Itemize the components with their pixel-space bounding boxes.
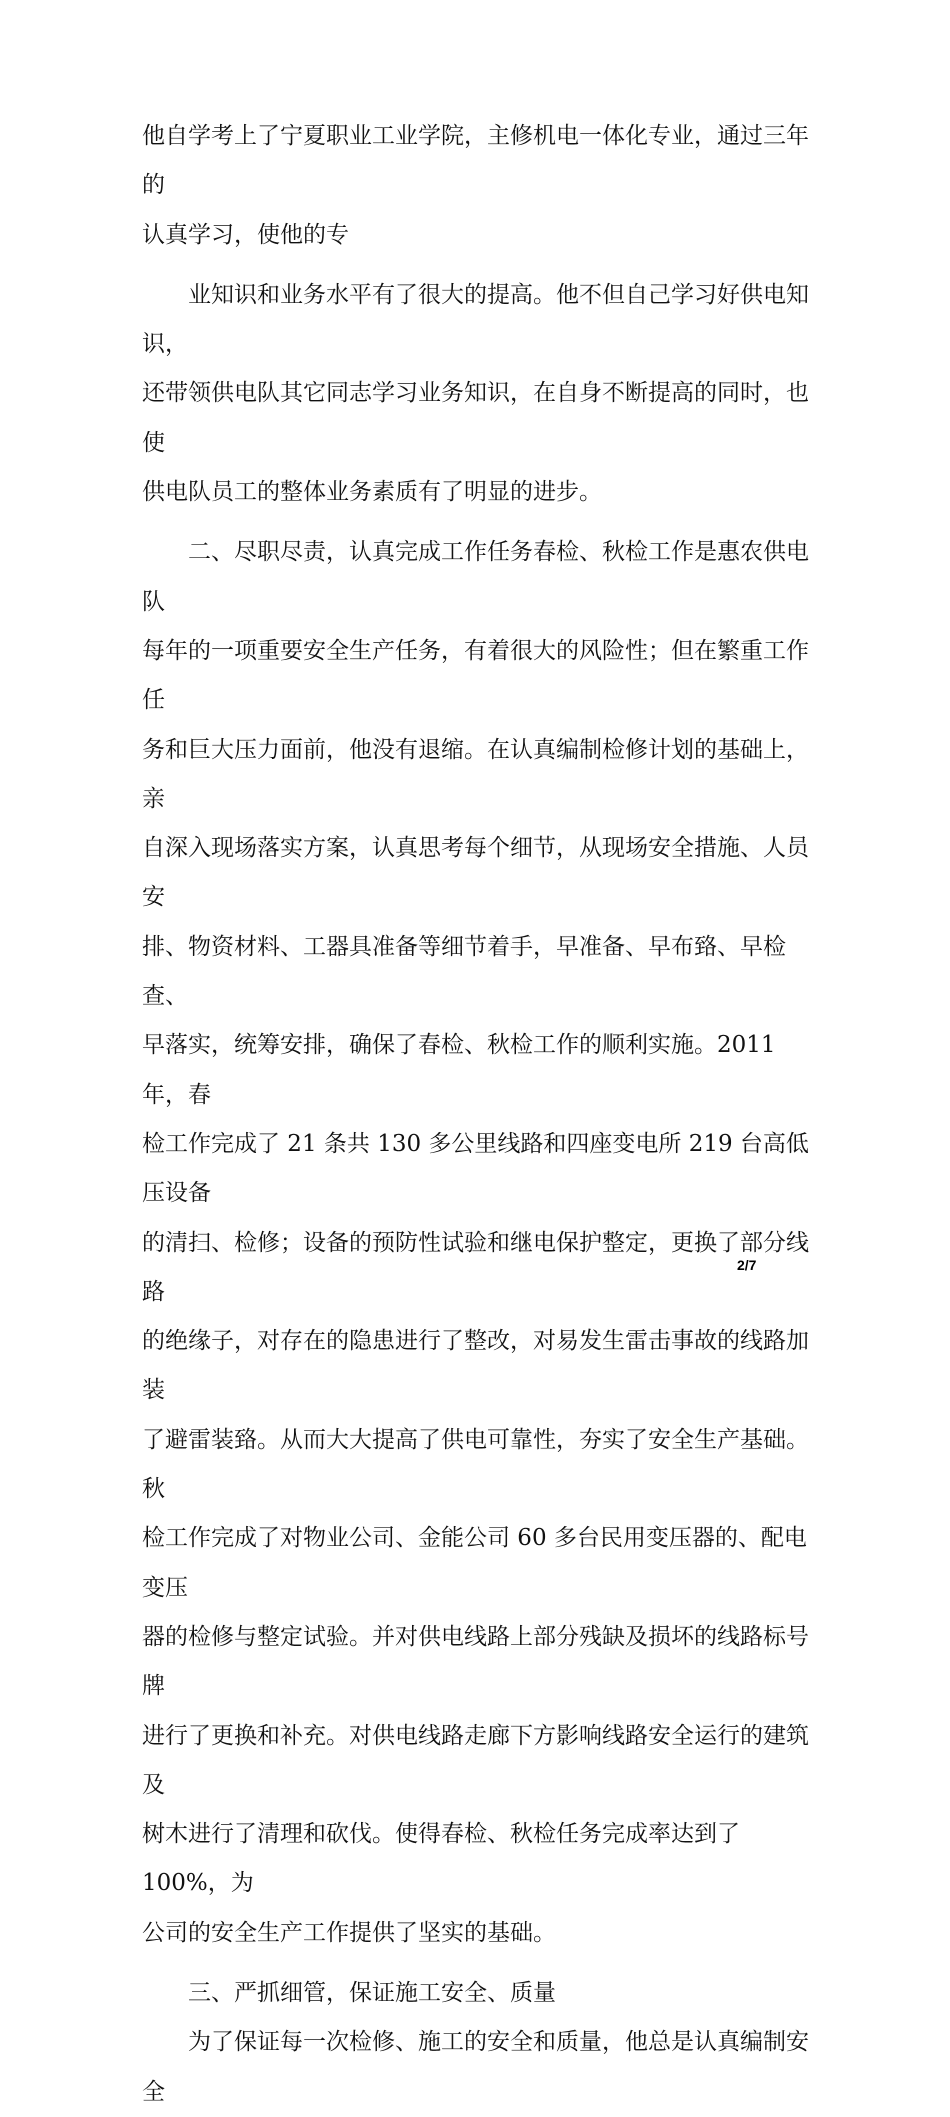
text-line: 检工作完成了 21 条共 130 多公里线路和四座变电所 219 台高低压设备	[142, 1130, 809, 1207]
text-line: 自深入现场落实方案，认真思考每个细节，从现场安全措施、人员安	[142, 835, 809, 911]
text-line: 二、尽职尽责，认真完成工作任务春检、秋检工作是惠农供电队	[142, 539, 809, 615]
text-line: 务和巨大压力面前，他没有退缩。在认真编制检修计划的基础上，亲	[142, 736, 809, 812]
paragraph-professional-knowledge	[142, 271, 814, 517]
section-heading-safety-quality	[142, 1969, 814, 2018]
paragraph-inspection-work	[142, 528, 814, 1958]
paragraph-self-study	[142, 112, 814, 260]
text-line: 业知识和业务水平有了很大的提高。他不但自己学习好供电知识，	[142, 281, 809, 358]
text-line: 排、物资材料、工器具准备等细节着手，早准备、早布臵、早检查、	[142, 933, 786, 1010]
text-line: 了避雷装臵。从而大大提高了供电可靠性，夯实了安全生产基础。秋	[142, 1426, 809, 1503]
text-line: 树木进行了清理和砍伐。使得春检、秋检任务完成率达到了 100%，为	[142, 1821, 740, 1897]
text-line: 三、严抓细管，保证施工安全、质量	[188, 1979, 556, 2006]
page-number: 2/7	[737, 1257, 757, 1273]
text-line: 的绝缘子，对存在的隐患进行了整改，对易发生雷击事故的线路加装	[142, 1328, 809, 1404]
document-body	[142, 112, 814, 2117]
paragraph-safety-quality	[142, 2018, 814, 2117]
text-line: 为了保证每一次检修、施工的安全和质量，他总是认真编制安全	[142, 2029, 809, 2105]
text-line: 他自学考上了宁夏职业工业学院，主修机电一体化专业，通过三年的	[142, 123, 809, 199]
text-line: 检工作完成了对物业公司、金能公司 60 多台民用变压器的、配电变压	[142, 1525, 807, 1601]
text-line: 还带领供电队其它同志学习业务知识，在自身不断提高的同时，也使	[142, 380, 809, 456]
text-line: 每年的一项重要安全生产任务，有着很大的风险性；但在繁重工作任	[142, 637, 809, 714]
text-line: 认真学习，使他的专	[142, 221, 349, 248]
text-line: 进行了更换和补充。对供电线路走廊下方影响线路安全运行的建筑及	[142, 1722, 809, 1798]
text-line: 供电队员工的整体业务素质有了明显的进步。	[142, 479, 602, 506]
text-line: 器的检修与整定试验。并对供电线路上部分残缺及损坏的线路标号牌	[142, 1623, 809, 1700]
text-line: 公司的安全生产工作提供了坚实的基础。	[142, 1919, 556, 1946]
text-line: 的清扫、检修；设备的预防性试验和继电保护整定，更换了部分线路	[142, 1229, 809, 1305]
text-line: 早落实，统筹安排，确保了春检、秋检工作的顺利实施。2011 年，春	[142, 1032, 776, 1108]
